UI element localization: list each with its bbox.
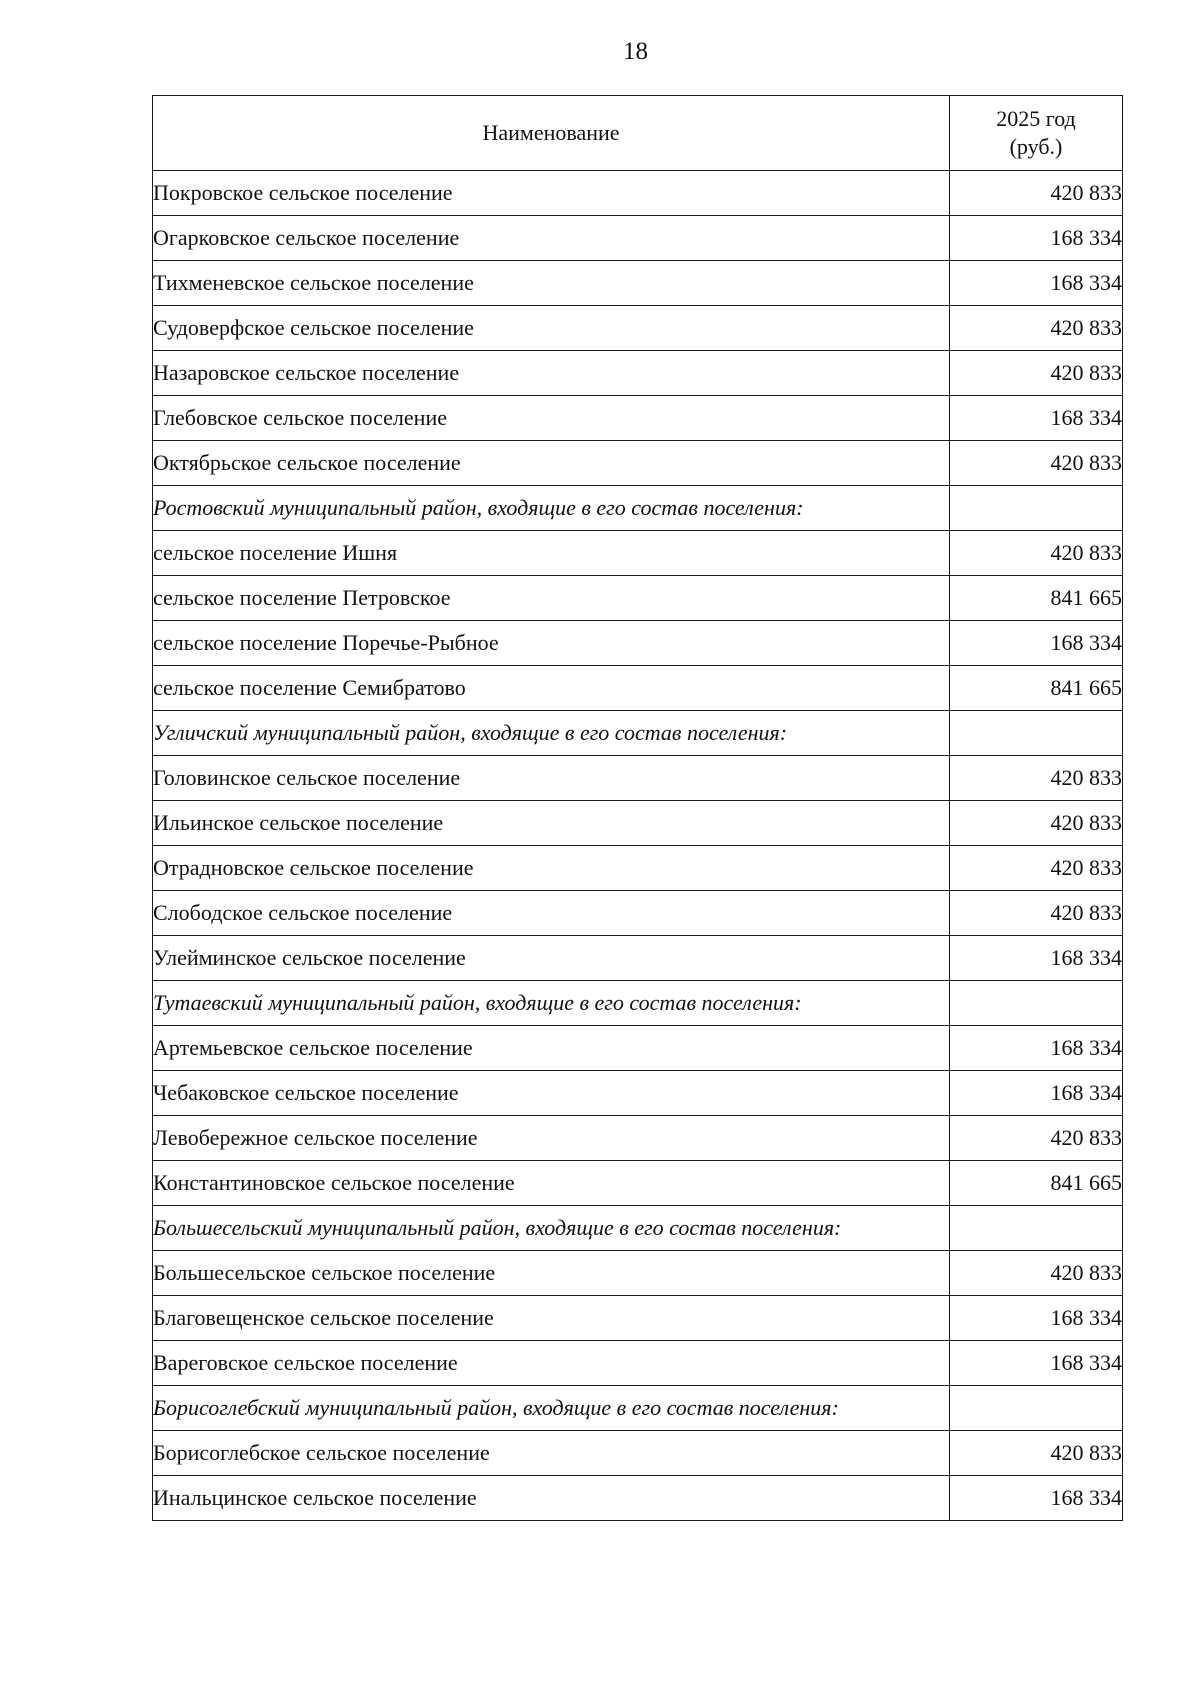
table-row [153,261,1123,306]
settlement-name: Глебовское сельское поселение [153,396,950,441]
table-body [153,171,1123,1521]
amount-cell: 841 665 [950,576,1123,621]
table-row [153,621,1123,666]
table-row [153,1161,1123,1206]
amount-cell: 420 833 [950,306,1123,351]
settlement-name: Улейминское сельское поселение [153,936,950,981]
table-row [153,351,1123,396]
section-title: Борисоглебский муниципальный район, входящие в его состав поселения: [153,1386,950,1431]
settlement-name: сельское поселение Петровское [153,576,950,621]
amount-cell [950,1386,1123,1431]
amount-cell: 420 833 [950,1251,1123,1296]
table-row [153,846,1123,891]
section-row [153,1386,1123,1431]
settlement-name: сельское поселение Семибратово [153,666,950,711]
table-row [153,1116,1123,1161]
amount-cell: 420 833 [950,171,1123,216]
allocation-table [152,95,1123,1521]
table-row [153,171,1123,216]
section-title: Угличский муниципальный район, входящие в его состав поселения: [153,711,950,756]
settlement-name: Артемьевское сельское поселение [153,1026,950,1071]
amount-cell: 168 334 [950,216,1123,261]
section-row [153,1206,1123,1251]
amount-cell: 168 334 [950,621,1123,666]
section-row [153,981,1123,1026]
section-row [153,711,1123,756]
settlement-name: Инальцинское сельское поселение [153,1476,950,1521]
column-header-year: 2025 год [996,106,1076,131]
amount-cell: 420 833 [950,441,1123,486]
amount-cell: 841 665 [950,1161,1123,1206]
table-header-row [153,96,1123,171]
page-number: 18 [623,38,648,65]
table-row [153,396,1123,441]
settlement-name: Головинское сельское поселение [153,756,950,801]
amount-cell: 168 334 [950,1341,1123,1386]
settlement-name: Назаровское сельское поселение [153,351,950,396]
amount-cell: 168 334 [950,396,1123,441]
table-row [153,1296,1123,1341]
settlement-name: Огарковское сельское поселение [153,216,950,261]
column-header-unit: (руб.) [1009,134,1063,159]
table-row [153,936,1123,981]
settlement-name: Судоверфское сельское поселение [153,306,950,351]
amount-cell [950,1206,1123,1251]
amount-cell: 420 833 [950,531,1123,576]
amount-cell: 168 334 [950,1296,1123,1341]
amount-cell: 420 833 [950,1116,1123,1161]
amount-cell: 168 334 [950,1476,1123,1521]
table-row [153,1431,1123,1476]
table-row [153,216,1123,261]
settlement-name: Большесельское сельское поселение [153,1251,950,1296]
amount-cell [950,981,1123,1026]
settlement-name: Отрадновское сельское поселение [153,846,950,891]
column-header-amount [950,96,1123,171]
settlement-name: Константиновское сельское поселение [153,1161,950,1206]
section-row [153,486,1123,531]
amount-cell: 168 334 [950,1026,1123,1071]
settlement-name: Слободское сельское поселение [153,891,950,936]
table-row [153,1476,1123,1521]
settlement-name: Покровское сельское поселение [153,171,950,216]
table-row [153,1026,1123,1071]
table-row [153,1341,1123,1386]
table-row [153,756,1123,801]
amount-cell: 420 833 [950,801,1123,846]
settlement-name: сельское поселение Поречье-Рыбное [153,621,950,666]
column-header-name: Наименование [153,96,950,171]
table-row [153,801,1123,846]
amount-cell: 168 334 [950,261,1123,306]
settlement-name: Октябрьское сельское поселение [153,441,950,486]
amount-cell: 841 665 [950,666,1123,711]
table-row [153,666,1123,711]
amount-cell: 168 334 [950,936,1123,981]
section-title: Тутаевский муниципальный район, входящие в его состав поселения: [153,981,950,1026]
table-row [153,1071,1123,1116]
settlement-name: Левобережное сельское поселение [153,1116,950,1161]
settlement-name: Борисоглебское сельское поселение [153,1431,950,1476]
settlement-name: Тихменевское сельское поселение [153,261,950,306]
table-row [153,1251,1123,1296]
table-row [153,306,1123,351]
amount-cell: 420 833 [950,846,1123,891]
amount-cell [950,711,1123,756]
amount-cell [950,486,1123,531]
settlement-name: сельское поселение Ишня [153,531,950,576]
settlement-name: Благовещенское сельское поселение [153,1296,950,1341]
amount-cell: 420 833 [950,891,1123,936]
settlement-name: Чебаковское сельское поселение [153,1071,950,1116]
amount-cell: 420 833 [950,1431,1123,1476]
section-title: Большесельский муниципальный район, входящие в его состав поселения: [153,1206,950,1251]
table-row [153,441,1123,486]
table-row [153,891,1123,936]
amount-cell: 168 334 [950,1071,1123,1116]
amount-cell: 420 833 [950,351,1123,396]
table-row [153,531,1123,576]
section-title: Ростовский муниципальный район, входящие в его состав поселения: [153,486,950,531]
amount-cell: 420 833 [950,756,1123,801]
table-row [153,576,1123,621]
settlement-name: Ильинское сельское поселение [153,801,950,846]
settlement-name: Вареговское сельское поселение [153,1341,950,1386]
